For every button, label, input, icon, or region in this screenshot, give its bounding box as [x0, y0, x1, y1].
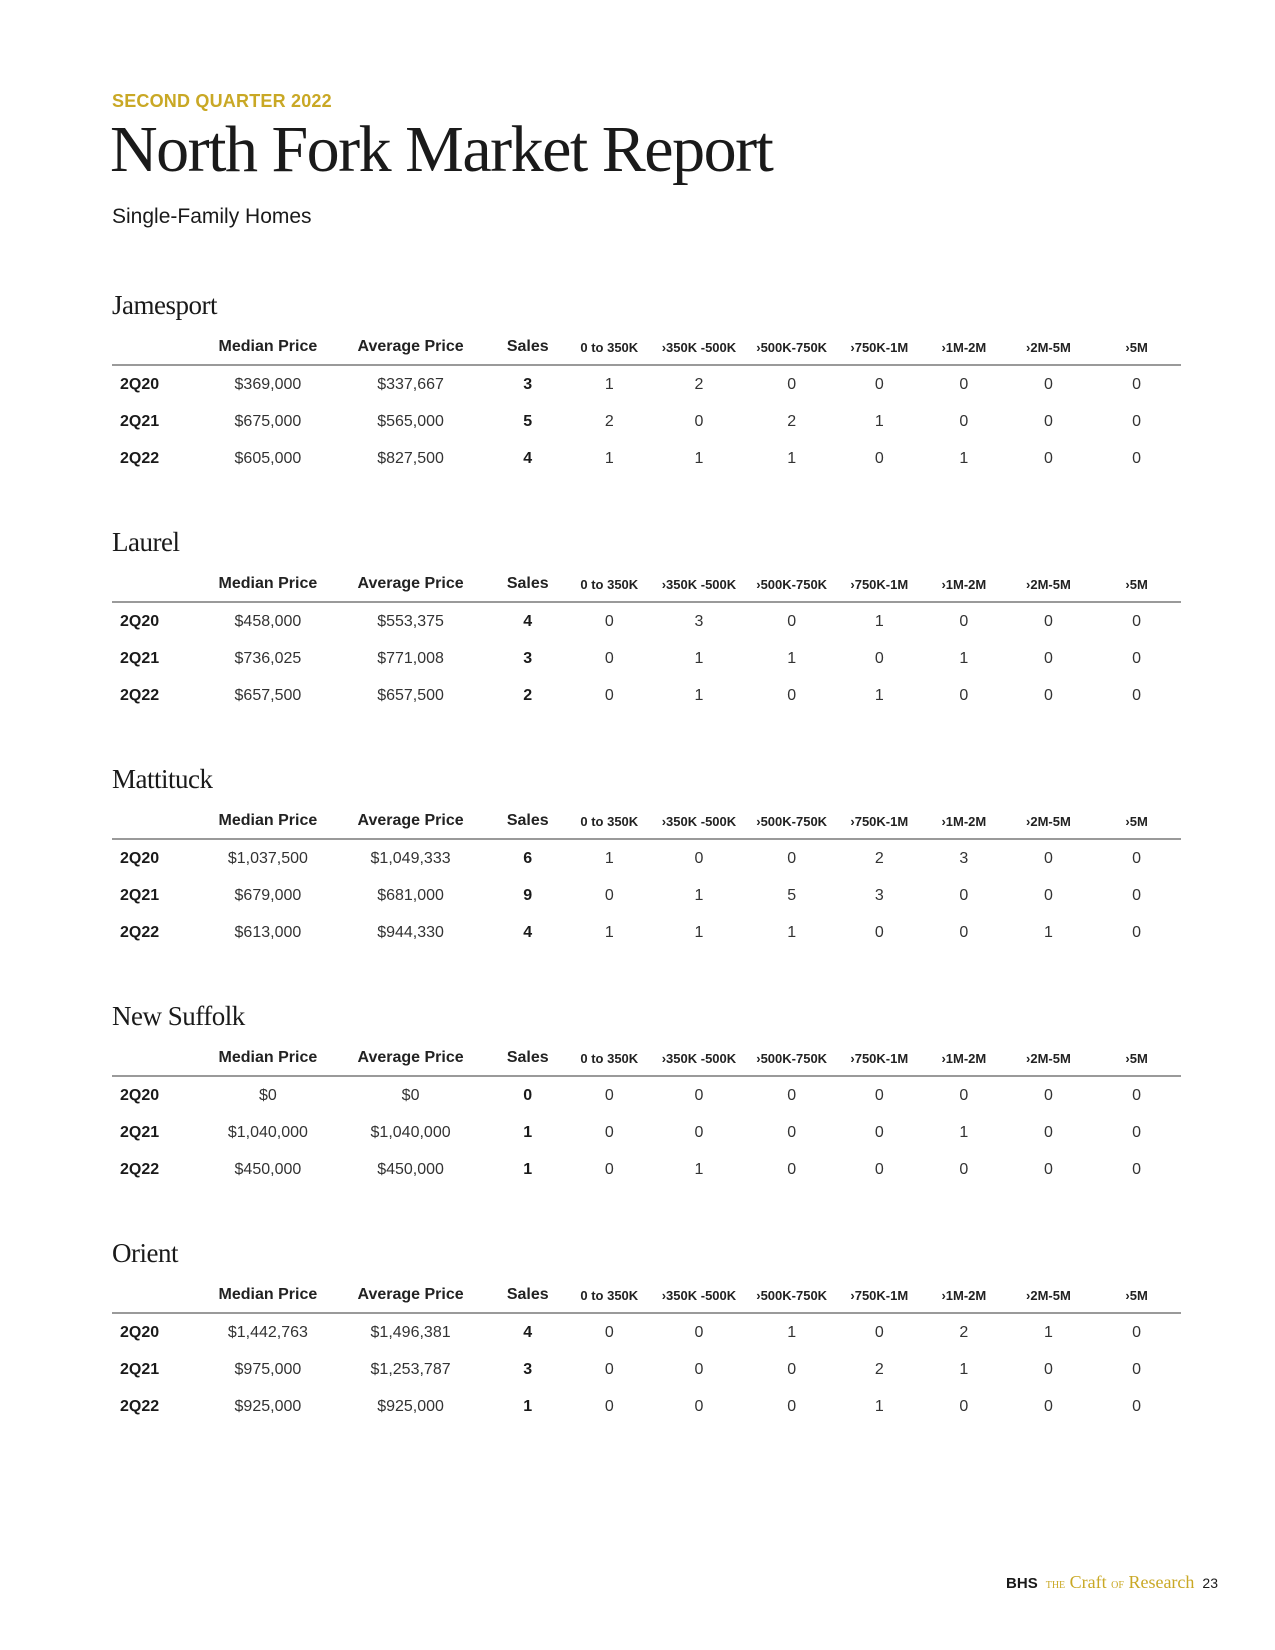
table-cell: 0 [787, 1160, 797, 1178]
footer-tagline: THE Craft OF Research [1045, 1572, 1195, 1592]
table-cell: 0 [1043, 1086, 1053, 1104]
table-cell: $553,375 [377, 612, 444, 630]
table-cell: 0 [604, 886, 614, 904]
table-cell: 1 [874, 612, 884, 630]
table-row [112, 1114, 1181, 1151]
table-cell: 3 [523, 1360, 533, 1378]
table-cell: 1 [1043, 1323, 1053, 1341]
table-cell: 0 [959, 1397, 969, 1415]
table-cell: 5 [787, 886, 797, 904]
table-cell: $1,253,787 [370, 1360, 451, 1378]
table-cell: 0 [604, 649, 614, 667]
table-cell: 0 [1132, 849, 1142, 867]
table-cell: 0 [1043, 649, 1053, 667]
table-cell: 0 [604, 1360, 614, 1378]
table-cell: $0 [259, 1086, 277, 1104]
column-header: ›5M [1092, 1278, 1181, 1313]
column-header: ›350K -500K [650, 804, 748, 839]
column-header: ›500K-750K [748, 1041, 836, 1076]
table-cell: 0 [1043, 449, 1053, 467]
table-cell: 2Q22 [120, 1160, 160, 1178]
table-cell: 0 [1132, 449, 1142, 467]
column-header: ›350K -500K [650, 1278, 748, 1313]
column-header: ›750K-1M [835, 1041, 923, 1076]
table-cell: 0 [604, 686, 614, 704]
table-cell: 1 [523, 1160, 533, 1178]
column-header: ›500K-750K [748, 567, 836, 602]
table-cell: 0 [874, 1323, 884, 1341]
column-header: ›500K-750K [748, 1278, 836, 1313]
table-cell: 0 [1043, 886, 1053, 904]
table-cell: $827,500 [377, 449, 444, 467]
column-header [112, 1041, 202, 1076]
table-cell: 1 [694, 886, 704, 904]
column-header: ›750K-1M [835, 1278, 923, 1313]
table-cell: 0 [694, 1123, 704, 1141]
column-header: Average Price [334, 330, 487, 365]
table-cell: 0 [604, 1123, 614, 1141]
table-cell: 0 [694, 1397, 704, 1415]
table-cell: 2 [523, 686, 533, 704]
table-cell: 0 [1043, 849, 1053, 867]
column-header: 0 to 350K [569, 567, 651, 602]
column-header: Average Price [334, 1278, 487, 1313]
column-header [112, 567, 202, 602]
table-cell: 3 [694, 612, 704, 630]
column-header: ›750K-1M [835, 567, 923, 602]
column-header: 0 to 350K [569, 1041, 651, 1076]
table-cell: $1,040,000 [370, 1123, 451, 1141]
table-cell: 1 [787, 649, 797, 667]
table-cell: 0 [787, 375, 797, 393]
table-cell: 1 [694, 449, 704, 467]
table-cell: 0 [959, 1160, 969, 1178]
section-title: Jamesport [112, 290, 217, 320]
table-cell: 2 [874, 1360, 884, 1378]
table-cell: 1 [874, 412, 884, 430]
table-cell: 1 [1043, 923, 1053, 941]
column-header: ›2M-5M [1005, 804, 1093, 839]
table-cell: 0 [1043, 1397, 1053, 1415]
table-cell: 1 [874, 686, 884, 704]
section-title: Laurel [112, 527, 180, 557]
column-header: Median Price [202, 1041, 334, 1076]
table-header-row [112, 1278, 1181, 1313]
column-header: ›350K -500K [650, 567, 748, 602]
table-cell: 0 [959, 886, 969, 904]
report-kicker: SECOND QUARTER 2022 [112, 91, 332, 111]
table-cell: 0 [1132, 412, 1142, 430]
column-header [112, 1278, 202, 1313]
column-header: ›750K-1M [835, 804, 923, 839]
table-cell: 0 [787, 849, 797, 867]
table-cell: $337,667 [377, 375, 444, 393]
table-cell: 4 [523, 1323, 533, 1341]
table-cell: 0 [1132, 375, 1142, 393]
table-cell: 0 [1043, 686, 1053, 704]
table-cell: 0 [694, 1323, 704, 1341]
table-cell: 0 [694, 1360, 704, 1378]
table-cell: 0 [1132, 686, 1142, 704]
table-cell: 1 [787, 1323, 797, 1341]
market-section-jamesport [112, 290, 1181, 477]
column-header [112, 804, 202, 839]
table-cell: 0 [1132, 649, 1142, 667]
table-header-row [112, 567, 1181, 602]
column-header: ›5M [1092, 804, 1181, 839]
column-header: Median Price [202, 330, 334, 365]
column-header: Sales [487, 1041, 569, 1076]
table-cell: $944,330 [377, 923, 444, 941]
table-cell: 0 [787, 1123, 797, 1141]
page-number: 23 [1202, 1575, 1218, 1591]
column-header: ›1M-2M [923, 330, 1005, 365]
table-cell: 2 [604, 412, 614, 430]
column-header: ›5M [1092, 1041, 1181, 1076]
table-cell: 1 [959, 1360, 969, 1378]
table-cell: 2 [787, 412, 797, 430]
column-header: Sales [487, 804, 569, 839]
table-cell: 0 [874, 375, 884, 393]
column-header: 0 to 350K [569, 1278, 651, 1313]
table-row [112, 440, 1181, 477]
table-cell: 2Q22 [120, 686, 160, 704]
section-title: Orient [112, 1238, 178, 1268]
table-cell: 2 [694, 375, 704, 393]
table-cell: 3 [959, 849, 969, 867]
table-cell: 0 [1132, 1360, 1142, 1378]
column-header: Median Price [202, 804, 334, 839]
table-row [112, 640, 1181, 677]
table-cell: 0 [959, 612, 969, 630]
table-cell: 1 [694, 686, 704, 704]
table-cell: $1,040,000 [227, 1123, 308, 1141]
table-cell: 0 [694, 412, 704, 430]
market-section-orient [112, 1238, 1181, 1425]
table-cell: 1 [959, 1123, 969, 1141]
column-header: Sales [487, 567, 569, 602]
market-table [112, 1041, 1181, 1188]
column-header: ›1M-2M [923, 1278, 1005, 1313]
table-cell: $1,496,381 [370, 1323, 451, 1341]
column-header: ›1M-2M [923, 804, 1005, 839]
table-cell: 0 [874, 1160, 884, 1178]
table-cell: 2Q21 [120, 412, 160, 430]
table-cell: 1 [694, 923, 704, 941]
table-cell: 0 [1132, 1323, 1142, 1341]
table-cell: 0 [1132, 1397, 1142, 1415]
column-header [112, 330, 202, 365]
table-cell: 1 [787, 923, 797, 941]
table-cell: $1,049,333 [370, 849, 451, 867]
column-header: ›2M-5M [1005, 1041, 1093, 1076]
table-cell: $657,500 [234, 686, 302, 704]
table-cell: 1 [959, 449, 969, 467]
column-header: ›350K -500K [650, 330, 748, 365]
table-cell: 2 [874, 849, 884, 867]
table-cell: 4 [523, 449, 533, 467]
column-header: ›2M-5M [1005, 1278, 1093, 1313]
column-header: Average Price [334, 567, 487, 602]
column-header: 0 to 350K [569, 804, 651, 839]
table-cell: $679,000 [234, 886, 302, 904]
table-cell: $1,037,500 [227, 849, 308, 867]
table-cell: 0 [604, 1086, 614, 1104]
table-cell: 4 [523, 923, 533, 941]
column-header: Sales [487, 1278, 569, 1313]
table-cell: 3 [874, 886, 884, 904]
table-row [112, 1151, 1181, 1188]
table-cell: 2Q22 [120, 1397, 160, 1415]
table-cell: 0 [874, 449, 884, 467]
column-header: Sales [487, 330, 569, 365]
table-row [112, 403, 1181, 440]
table-cell: $565,000 [377, 412, 444, 430]
table-cell: $975,000 [234, 1360, 302, 1378]
table-row [112, 914, 1181, 951]
table-row [112, 1076, 1181, 1114]
table-cell: $0 [401, 1086, 420, 1104]
table-cell: 0 [959, 1086, 969, 1104]
table-header-row [112, 804, 1181, 839]
table-row [112, 839, 1181, 877]
table-cell: 0 [787, 686, 797, 704]
table-cell: 5 [523, 412, 533, 430]
footer [1006, 1572, 1218, 1593]
table-cell: 0 [1043, 1360, 1053, 1378]
table-cell: 2Q20 [120, 1323, 160, 1341]
table-cell: 1 [959, 649, 969, 667]
market-section-new-suffolk [112, 1001, 1181, 1188]
table-cell: 2Q21 [120, 649, 160, 667]
market-section-mattituck [112, 764, 1181, 951]
table-cell: 2Q20 [120, 1086, 160, 1104]
table-row [112, 602, 1181, 640]
table-header-row [112, 1041, 1181, 1076]
table-cell: $450,000 [377, 1160, 444, 1178]
table-cell: $1,442,763 [227, 1323, 308, 1341]
table-cell: 3 [523, 649, 533, 667]
table-row [112, 877, 1181, 914]
table-cell: 0 [874, 1123, 884, 1141]
table-cell: 0 [959, 923, 969, 941]
table-cell: 1 [523, 1397, 533, 1415]
table-cell: 0 [694, 1086, 704, 1104]
table-cell: $605,000 [234, 449, 302, 467]
table-cell: 0 [604, 1323, 614, 1341]
table-row [112, 1351, 1181, 1388]
table-cell: $771,008 [377, 649, 444, 667]
table-cell: 2Q22 [120, 923, 160, 941]
table-cell: $736,025 [234, 649, 302, 667]
table-cell: 1 [604, 375, 614, 393]
table-cell: 0 [959, 686, 969, 704]
table-row [112, 677, 1181, 714]
table-cell: 1 [787, 449, 797, 467]
table-cell: 0 [874, 1086, 884, 1104]
table-header-row [112, 330, 1181, 365]
table-row [112, 1388, 1181, 1425]
table-cell: $657,500 [377, 686, 444, 704]
table-cell: 0 [1132, 1123, 1142, 1141]
table-cell: $369,000 [234, 375, 302, 393]
column-header: ›1M-2M [923, 1041, 1005, 1076]
column-header: ›500K-750K [748, 330, 836, 365]
section-title: New Suffolk [112, 1001, 245, 1031]
column-header: ›350K -500K [650, 1041, 748, 1076]
table-cell: 0 [1132, 1160, 1142, 1178]
table-cell: 0 [1132, 1086, 1142, 1104]
table-cell: $675,000 [234, 412, 302, 430]
table-cell: 3 [523, 375, 533, 393]
table-cell: 2Q21 [120, 1360, 160, 1378]
column-header: ›500K-750K [748, 804, 836, 839]
column-header: Median Price [202, 567, 334, 602]
table-cell: 2Q21 [120, 886, 160, 904]
column-header: ›5M [1092, 567, 1181, 602]
table-cell: $925,000 [377, 1397, 444, 1415]
table-cell: 0 [1043, 412, 1053, 430]
column-header: Median Price [202, 1278, 334, 1313]
table-cell: 0 [694, 849, 704, 867]
footer-brand: BHS [1006, 1575, 1038, 1592]
column-header: ›2M-5M [1005, 330, 1093, 365]
table-cell: $681,000 [377, 886, 444, 904]
column-header: Average Price [334, 804, 487, 839]
table-cell: $925,000 [234, 1397, 302, 1415]
page-subtitle: Single-Family Homes [112, 205, 312, 228]
table-cell: 2Q21 [120, 1123, 160, 1141]
table-cell: 0 [1132, 612, 1142, 630]
column-header: ›5M [1092, 330, 1181, 365]
table-cell: 1 [604, 923, 614, 941]
table-row [112, 365, 1181, 403]
column-header: 0 to 350K [569, 330, 651, 365]
table-cell: 0 [1132, 923, 1142, 941]
table-cell: 1 [604, 849, 614, 867]
table-cell: 0 [787, 1086, 797, 1104]
table-cell: 2 [959, 1323, 969, 1341]
table-cell: 2Q20 [120, 375, 160, 393]
table-cell: 1 [604, 449, 614, 467]
table-cell: 0 [874, 649, 884, 667]
column-header: ›750K-1M [835, 330, 923, 365]
market-table [112, 1278, 1181, 1425]
market-table [112, 804, 1181, 951]
table-cell: 0 [604, 1397, 614, 1415]
table-cell: 0 [1043, 1123, 1053, 1141]
table-cell: 2Q20 [120, 612, 160, 630]
table-cell: 1 [523, 1123, 533, 1141]
table-cell: 1 [694, 649, 704, 667]
table-cell: 0 [959, 412, 969, 430]
table-cell: 0 [787, 1397, 797, 1415]
section-title: Mattituck [112, 764, 213, 794]
table-cell: $458,000 [234, 612, 302, 630]
table-cell: 0 [604, 1160, 614, 1178]
table-cell: 0 [1043, 1160, 1053, 1178]
table-cell: 0 [787, 1360, 797, 1378]
table-cell: 1 [694, 1160, 704, 1178]
table-cell: 0 [1043, 375, 1053, 393]
column-header: Average Price [334, 1041, 487, 1076]
table-row [112, 1313, 1181, 1351]
table-cell: 0 [1043, 612, 1053, 630]
column-header: ›2M-5M [1005, 567, 1093, 602]
market-section-laurel [112, 527, 1181, 714]
column-header: ›1M-2M [923, 567, 1005, 602]
table-cell: $613,000 [234, 923, 302, 941]
table-cell: 2Q22 [120, 449, 160, 467]
table-cell: 1 [874, 1397, 884, 1415]
page-title: North Fork Market Report [110, 113, 773, 186]
table-cell: 0 [874, 923, 884, 941]
table-cell: 0 [959, 375, 969, 393]
table-cell: 0 [523, 1086, 533, 1104]
table-cell: 0 [787, 612, 797, 630]
market-table [112, 567, 1181, 714]
table-cell: 4 [523, 612, 533, 630]
table-cell: 0 [604, 612, 614, 630]
table-cell: 9 [523, 886, 533, 904]
market-table [112, 330, 1181, 477]
table-cell: $450,000 [234, 1160, 302, 1178]
table-cell: 6 [523, 849, 533, 867]
table-cell: 0 [1132, 886, 1142, 904]
table-cell: 2Q20 [120, 849, 160, 867]
